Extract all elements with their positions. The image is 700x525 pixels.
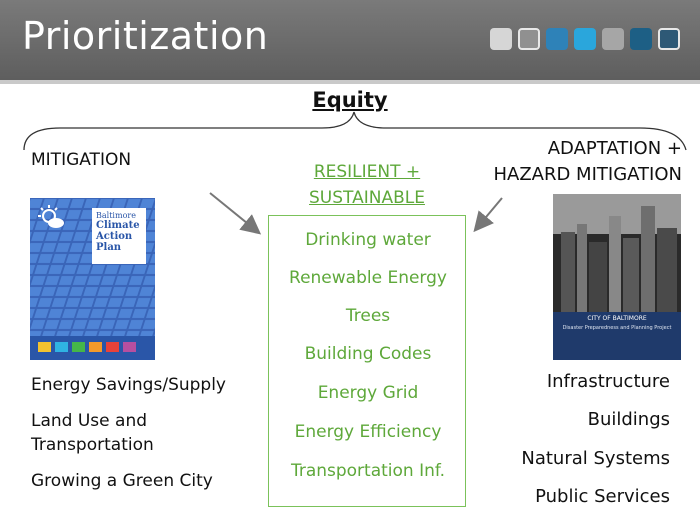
color-swatch [574, 28, 596, 50]
color-swatch [546, 28, 568, 50]
header-divider [0, 80, 700, 84]
center-item: Energy Efficiency [294, 422, 442, 442]
city-skyline-photo [553, 194, 681, 360]
cover-line: Climate [96, 220, 140, 231]
mitigation-heading: MITIGATION [31, 150, 132, 170]
cover-line: Action [96, 231, 133, 242]
sustainable-heading: SUSTAINABLE [309, 188, 425, 208]
center-item: Renewable Energy [289, 268, 447, 288]
center-item: Building Codes [304, 344, 432, 364]
header-bar [0, 0, 700, 80]
cover-title-panel [92, 208, 146, 264]
cover-line: Baltimore [96, 211, 136, 220]
cover-subtitle: Disaster Preparedness and Planning Project [562, 325, 672, 331]
color-swatch [490, 28, 512, 50]
adaptation-heading: ADAPTATION + [547, 138, 682, 159]
slide-title: Prioritization [22, 14, 269, 58]
center-item: Energy Grid [317, 383, 419, 403]
cover-title: CITY OF BALTIMORE [587, 315, 647, 322]
color-swatch [518, 28, 540, 50]
left-item: Energy Savings/Supply [31, 375, 226, 395]
equity-heading: Equity [312, 88, 388, 112]
color-swatch [658, 28, 680, 50]
left-item: Transportation [31, 435, 154, 455]
disaster-preparedness-cover [553, 194, 681, 360]
sun-cloud-icon [36, 204, 66, 232]
center-item: Transportation Inf. [290, 461, 446, 481]
arrow-icon [210, 193, 258, 232]
cover-line: Plan [96, 242, 122, 253]
center-item: Trees [345, 306, 391, 326]
hazard-mitigation-heading: HAZARD MITIGATION [493, 164, 682, 185]
right-item: Buildings [587, 409, 670, 430]
color-swatch [602, 28, 624, 50]
left-item: Land Use and [31, 411, 148, 431]
resilient-sustainable-box [268, 215, 466, 507]
center-item: Drinking water [305, 230, 431, 250]
left-item: Growing a Green City [31, 471, 213, 491]
resilient-heading: RESILIENT + [313, 162, 421, 182]
color-swatch [630, 28, 652, 50]
arrow-icon [476, 198, 502, 229]
right-item: Public Services [535, 486, 670, 507]
right-item: Infrastructure [546, 371, 670, 392]
climate-action-plan-cover [30, 198, 155, 360]
right-item: Natural Systems [521, 448, 670, 469]
